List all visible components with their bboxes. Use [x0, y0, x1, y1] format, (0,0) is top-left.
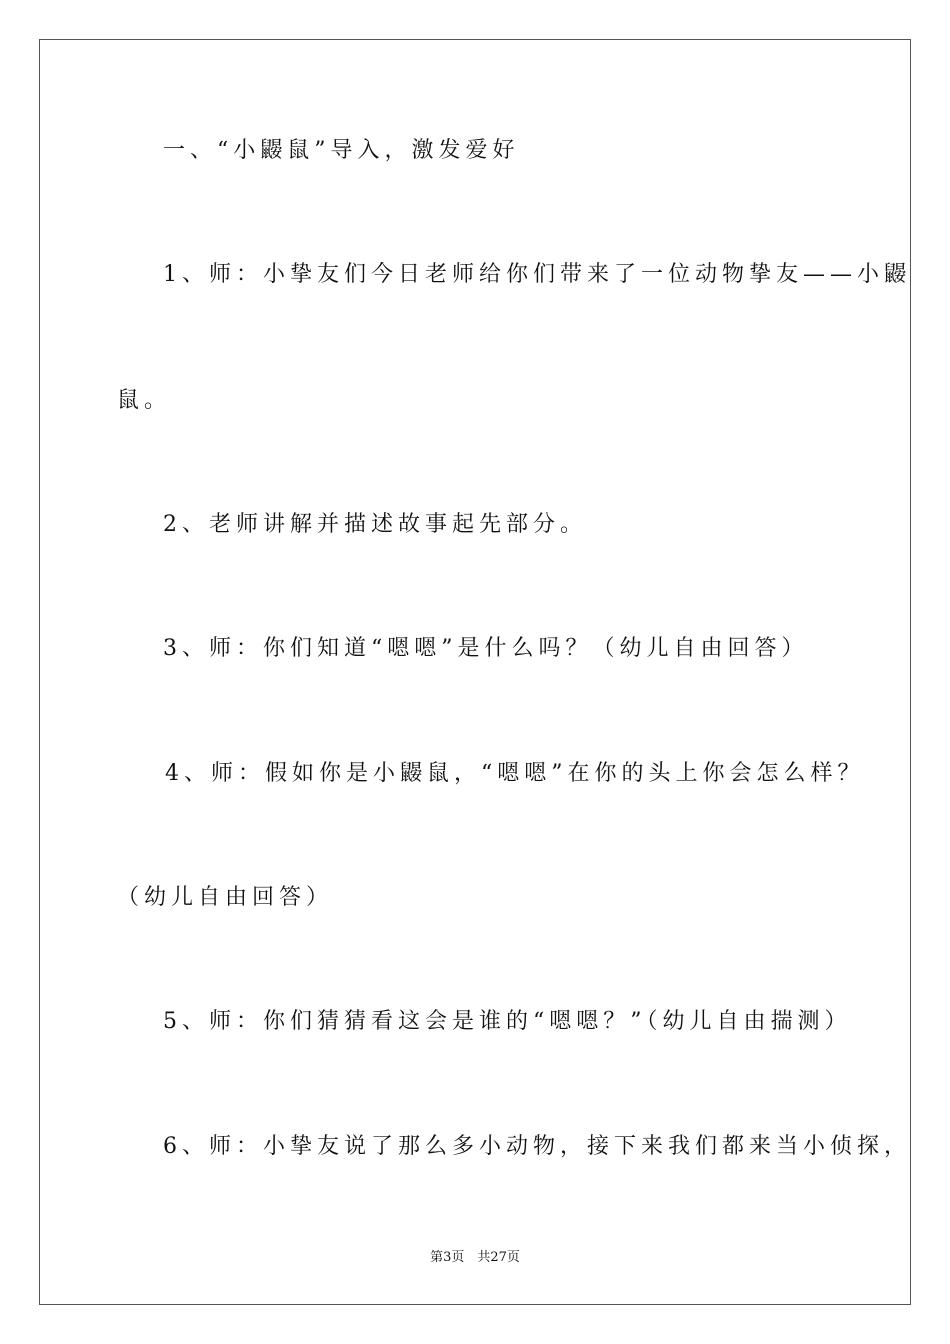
paragraph-4-continued: （幼儿自由回答） [117, 885, 334, 910]
paragraph-2: 2、老师讲解并描述故事起先部分。 [163, 512, 587, 537]
page-border [39, 39, 911, 1305]
paragraph-4: 4、师：假如你是小鼹鼠，“嗯嗯”在你的头上你会怎么样？ [165, 761, 865, 786]
section-heading: 一、“小鼹鼠”导入，激发爱好 [163, 138, 520, 163]
page-number-footer: 第3页 共27页 [430, 1250, 520, 1265]
paragraph-5: 5、师：你们猜猜看这会是谁的“嗯嗯？”（幼儿自由揣测） [163, 1009, 852, 1034]
paragraph-6: 6、师：小挚友说了那么多小动物，接下来我们都来当小侦探， [163, 1134, 911, 1159]
paragraph-3: 3、师：你们知道“嗯嗯”是什么吗？（幼儿自由回答） [163, 636, 809, 661]
paragraph-1-continued: 鼠。 [117, 388, 172, 413]
paragraph-1: 1、师：小挚友们今日老师给你们带来了一位动物挚友——小鼹 [163, 262, 911, 287]
